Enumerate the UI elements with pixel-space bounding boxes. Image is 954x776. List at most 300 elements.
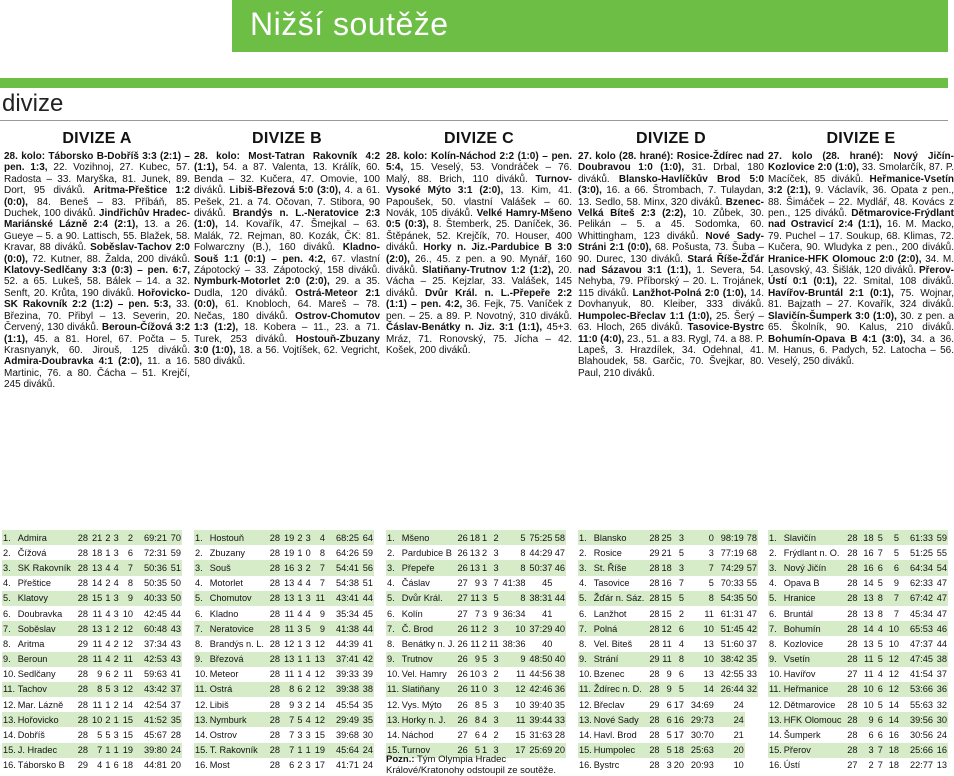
match-result: Soběslav-Tachov 2:0 (0:0),	[4, 242, 190, 265]
match-result: Turnov-Vysoké Mýto 3:1 (2:0),	[386, 173, 572, 197]
stat-cell: 5	[678, 547, 685, 558]
points-cell: 43	[170, 638, 181, 649]
stat-cell: 10	[89, 712, 103, 727]
stat-cell: 11	[89, 652, 103, 667]
score-cell: 44:29	[529, 547, 553, 558]
table-row	[194, 667, 374, 682]
stat-cell: 10	[884, 621, 900, 636]
rank-cell: 9.	[768, 652, 783, 667]
stat-cell: 5	[877, 578, 883, 589]
stat-cell: 3	[305, 760, 311, 771]
stat-cell: 16	[888, 730, 899, 741]
stat-cell: 7	[884, 591, 900, 606]
stat-cell: 5	[884, 530, 900, 545]
rank-cell: 5.	[578, 591, 593, 606]
stat-cell: 28	[267, 682, 281, 697]
table-row	[768, 682, 948, 697]
table-row	[2, 560, 182, 575]
points-cell: 46	[553, 560, 566, 575]
stat-cell: 12	[283, 638, 295, 649]
stat-cell: 26	[457, 743, 469, 758]
rank-cell: 13.	[2, 712, 17, 727]
stat-cell: 13	[89, 560, 103, 575]
score-cell: 98:19	[715, 530, 745, 545]
stat-cell: 25	[661, 530, 673, 545]
table-row	[578, 591, 758, 606]
rank-cell: 7.	[194, 621, 209, 636]
rank-cell: 2.	[579, 547, 587, 558]
stat-cell: 8	[875, 591, 884, 606]
match-details: 34. a 36. M. Hanus, 6. Padych, 52. Latocha – 56. Veselý, 250 diváků.	[768, 333, 954, 368]
team-name-cell: Chomutov	[209, 591, 267, 606]
stat-cell: 28	[269, 608, 280, 619]
stat-cell: 28	[847, 608, 858, 619]
stat-cell: 5	[469, 743, 481, 758]
score-cell: 74:29	[715, 560, 745, 575]
stat-cell: 28	[269, 699, 280, 710]
table-row	[2, 530, 182, 545]
score-cell: 59:63	[144, 669, 167, 680]
stat-cell: 9	[666, 669, 672, 680]
stat-cell: 28	[648, 743, 660, 758]
score-cell: 67:42	[900, 591, 934, 606]
stat-cell: 11	[284, 608, 295, 619]
rank-cell: 5.	[768, 591, 783, 606]
score-cell: 39:44	[527, 712, 554, 727]
match-details: 67. vlastní Zápotocký – 33. Zápotocký, 158 diváků.	[194, 253, 380, 277]
stat-cell: 1	[295, 743, 303, 758]
stat-cell: 12	[122, 638, 133, 649]
table-row	[768, 758, 948, 773]
stat-cell: 9	[893, 578, 899, 589]
stat-cell: 18	[91, 547, 103, 558]
table-row	[2, 652, 182, 667]
points-cell: 44	[360, 591, 374, 606]
rank-cell: 2.	[3, 547, 11, 558]
stat-cell: 1	[297, 669, 303, 680]
stat-cell: 8	[685, 591, 715, 606]
stat-cell: 14	[91, 578, 103, 589]
team-name-cell: Nymburk	[209, 712, 267, 727]
team-name-cell: Lanžhot	[593, 608, 627, 619]
stat-cell: 10	[685, 652, 715, 667]
stat-cell: 6	[289, 760, 295, 771]
score-cell: 20:93	[690, 760, 714, 771]
stat-cell: 7	[474, 608, 480, 619]
score-cell: 22:77	[910, 760, 933, 771]
stat-cell: 2	[103, 712, 111, 727]
stat-cell: 5	[481, 652, 488, 667]
points-cell: 40	[553, 652, 566, 667]
stat-cell: 4	[305, 578, 311, 589]
stat-cell: 9	[120, 591, 134, 606]
table-row	[194, 682, 374, 697]
stat-cell: 7	[893, 608, 899, 619]
stat-cell: 3	[111, 530, 119, 545]
score-cell: 50:37	[527, 560, 554, 575]
points-cell: 28	[170, 730, 181, 741]
stat-cell: 29	[77, 760, 88, 771]
stat-cell: 28	[75, 621, 89, 636]
points-cell: 50	[168, 591, 182, 606]
table-row	[194, 712, 374, 727]
stat-cell: 8	[469, 712, 481, 727]
stat-cell: 8	[319, 547, 325, 558]
stat-cell: 5	[666, 730, 672, 741]
stat-cell: 13	[281, 591, 295, 606]
points-cell: 70	[168, 530, 182, 545]
stat-cell: 13	[863, 608, 874, 619]
points-cell: 54	[934, 560, 948, 575]
points-cell: 16	[934, 743, 948, 758]
stat-cell: 2	[120, 530, 134, 545]
stat-cell: 7	[281, 743, 295, 758]
results-text	[4, 151, 190, 391]
rank-cell: 3.	[2, 560, 17, 575]
score-cell: 36:34	[502, 608, 526, 619]
team-name-cell: Soběslav	[17, 621, 75, 636]
stat-cell: 12	[312, 682, 326, 697]
stat-cell: 3	[493, 699, 499, 710]
stat-cell: 3	[111, 591, 119, 606]
team-name-cell: Ždírec n. D.	[593, 682, 649, 697]
rank-cell: 13.	[578, 712, 593, 727]
stat-cell: 5	[673, 682, 685, 697]
score-cell: 50:35	[144, 578, 167, 589]
match-result: Čáslav-Benátky n. Jiz. 3:1 (1:1),	[386, 322, 543, 334]
stat-cell: 9	[469, 652, 481, 667]
match-details: 18. a 56. Vojtíšek, 62. Vegricht, 580 diváků.	[194, 344, 380, 368]
match-details: 20. Vácha – 25. Kejzlar, 33. Valášek, 145 diváků.	[386, 265, 573, 299]
stat-cell: 4	[111, 560, 119, 575]
points-cell: 37	[168, 682, 182, 697]
table-row	[194, 743, 374, 758]
stat-cell: 2	[481, 621, 488, 636]
points-cell: 47	[746, 608, 757, 619]
table-row	[194, 652, 374, 667]
score-cell: 54:41	[326, 560, 360, 575]
stat-cell: 28	[842, 712, 858, 727]
table-row	[768, 621, 948, 636]
stat-cell: 13	[863, 638, 874, 649]
stat-cell: 11	[469, 621, 481, 636]
points-cell: 32	[745, 682, 758, 697]
stat-cell: 8	[877, 608, 883, 619]
stat-cell: 28	[269, 760, 280, 771]
table-row	[768, 697, 948, 712]
table-row	[194, 727, 374, 742]
stat-cell: 16	[673, 712, 685, 727]
rank-cell: 16.	[3, 760, 16, 771]
match-result: 28. kolo: Kolín-Náchod 2:2 (1:0) – pen. 5:4,	[386, 151, 572, 174]
rank-cell: 5.	[2, 591, 17, 606]
stat-cell: 26	[457, 638, 468, 649]
team-name-cell: Táborsko B	[17, 760, 65, 771]
points-cell: 59	[934, 530, 948, 545]
points-cell: 37	[170, 699, 181, 710]
rank-cell: 2.	[769, 547, 777, 558]
stat-cell: 0	[685, 530, 715, 545]
stat-cell: 2	[295, 530, 303, 545]
stat-cell: 28	[842, 621, 858, 636]
stat-cell: 3	[303, 591, 311, 606]
stat-cell: 28	[77, 699, 88, 710]
match-details: 45. a 81. Horel, 67. Počta – 5. Krasnyanyk, 60. Jirouš, 125 diváků.	[4, 333, 190, 356]
stat-cell: 14	[888, 699, 899, 710]
points-cell: 36	[934, 682, 948, 697]
rank-cell: 8.	[3, 638, 11, 649]
points-cell: 41	[170, 669, 181, 680]
stat-cell: 5	[303, 621, 311, 636]
rank-cell: 11.	[578, 682, 593, 697]
score-cell: 25:69	[527, 743, 554, 758]
table-row	[2, 697, 182, 712]
table-row	[768, 667, 948, 682]
stat-cell: 11	[312, 591, 326, 606]
rank-cell: 7.	[2, 621, 17, 636]
score-cell: 31:63	[529, 730, 553, 741]
stat-cell: 28	[75, 682, 89, 697]
stat-cell: 8	[520, 547, 526, 558]
rank-cell: 6.	[3, 608, 11, 619]
stat-cell: 3	[113, 608, 119, 619]
rank-cell: 10.	[579, 669, 592, 680]
stat-cell: 3	[488, 621, 500, 636]
stat-cell: 3	[488, 652, 500, 667]
stat-cell: 6	[875, 712, 884, 727]
stat-cell: 2	[305, 699, 311, 710]
stat-cell: 11	[489, 638, 499, 649]
column-title: DIVIZE C	[444, 130, 514, 147]
rank-cell: 14.	[387, 730, 400, 741]
rank-cell: 14.	[579, 730, 592, 741]
match-details: 34. M. Lasovský, 43. Šišlák, 120 diváků.	[768, 253, 954, 277]
team-name-cell: Přerov	[783, 743, 843, 758]
team-name-cell: Blansko	[593, 530, 649, 545]
stat-cell: 28	[648, 560, 660, 575]
standings-table-a	[2, 530, 182, 773]
footnote-text: Tým Olympia Hradec Králové/Kratonohy odstoupil ze soutěže.	[386, 754, 557, 776]
table-row	[194, 530, 374, 545]
stat-cell: 4	[875, 621, 884, 636]
footnote-label: Pozn.:	[386, 754, 415, 765]
score-cell: 45:34	[910, 608, 933, 619]
team-name-cell: Čáslav	[401, 578, 430, 589]
stat-cell: 26	[457, 682, 469, 697]
table-row	[578, 758, 758, 773]
rank-cell: 10.	[387, 669, 400, 680]
points-cell: 45	[542, 578, 553, 589]
match-result: Hostouň-Zbuzany 3:0 (1:0),	[194, 333, 380, 356]
stat-cell: 8	[500, 591, 527, 606]
match-details: 8. Štemberk, 25. Daníček, 36. Štěpánek, 52. Krejčík, 70. Houser, 400 diváků.	[386, 219, 572, 254]
stat-cell: 13	[283, 578, 295, 589]
rank-cell: 12.	[195, 699, 208, 710]
column-divize-a	[4, 130, 190, 391]
team-name-cell: Vys. Mýto	[401, 699, 442, 710]
stat-cell: 1	[295, 652, 303, 667]
rank-cell: 8.	[579, 638, 587, 649]
stat-cell: 28	[842, 743, 858, 758]
team-name-cell: Admira	[17, 530, 75, 545]
stat-cell: 2	[111, 621, 119, 636]
table-row	[386, 545, 566, 560]
rank-cell: 3.	[578, 560, 593, 575]
rank-cell: 9.	[578, 652, 593, 667]
table-row	[194, 621, 374, 636]
team-name-cell: Zbuzany	[209, 547, 246, 558]
stat-cell: 7	[120, 560, 134, 575]
stat-cell: 5	[708, 578, 714, 589]
stat-cell: 19	[120, 743, 134, 758]
rank-cell: 7.	[768, 621, 783, 636]
rank-cell: 12.	[579, 699, 592, 710]
points-cell: 38	[934, 652, 948, 667]
stat-cell: 4	[877, 669, 883, 680]
score-cell: 42:46	[527, 682, 554, 697]
team-name-cell: Bohumín	[783, 621, 843, 636]
match-result: 27. kolo (28. hrané): Nový Jičín-Kozlovice 2:0 (1:0),	[768, 151, 954, 174]
match-result: Libiš-Březová 5:0 (3:0),	[229, 185, 341, 197]
score-cell: 37:41	[326, 652, 360, 667]
stat-cell: 26	[457, 712, 469, 727]
rank-cell: 9.	[386, 652, 401, 667]
team-name-cell: Šumperk	[783, 730, 821, 741]
points-cell: 46	[934, 621, 948, 636]
table-row	[2, 621, 182, 636]
match-details: 29. a 35. Dudla, 120 diváků.	[194, 276, 381, 299]
team-name-cell: J. Hradec	[17, 743, 75, 758]
stat-cell: 13	[469, 560, 481, 575]
team-name-cell: Polná	[593, 621, 649, 636]
points-cell: 32	[936, 699, 947, 710]
rank-cell: 1.	[2, 530, 17, 545]
team-name-cell: Kolín	[401, 608, 423, 619]
match-result: 27. kolo (28. hrané): Rosice-Ždírec nad Doubravou 1:0 (1:0),	[578, 151, 764, 174]
points-cell: 24	[362, 760, 373, 771]
stat-cell: 6	[295, 682, 303, 697]
stat-cell: 28	[267, 743, 281, 758]
table-row	[194, 560, 374, 575]
stat-cell: 0	[305, 547, 311, 558]
table-row	[194, 697, 374, 712]
stat-cell: 12	[884, 682, 900, 697]
stat-cell: 19	[281, 530, 295, 545]
stat-cell: 4	[305, 669, 311, 680]
match-details: 36. Fejk, 75. Vaníček z pen. – 25. a 89. P. Novotný, 310 diváků.	[386, 299, 572, 322]
rank-cell: 10.	[769, 669, 782, 680]
match-details: 68. Pošusta, 73. Šuba – 90. Durec, 130 diváků.	[578, 242, 764, 265]
match-details: 1. Severa, 54. Nehyba, 79. Příborský – 20. L. Trojánek, 115 diváků.	[578, 265, 765, 299]
rank-cell: 6.	[769, 608, 777, 619]
score-cell: 48:50	[527, 652, 554, 667]
table-row	[768, 712, 948, 727]
stat-cell: 7	[312, 560, 326, 575]
stat-cell: 28	[75, 530, 89, 545]
table-row	[2, 682, 182, 697]
table-row	[386, 621, 566, 636]
stat-cell: 3	[481, 591, 488, 606]
team-name-cell: Tachov	[17, 682, 75, 697]
score-cell: 29:73	[685, 712, 715, 727]
match-details: 33. Březina, 70. Přibyl – 13. Severin, 20. Červený, 130 diváků.	[4, 299, 190, 334]
table-row	[386, 667, 566, 682]
match-result: Humpolec-Břeclav 1:1 (1:0),	[578, 310, 713, 322]
score-cell: 43:42	[134, 682, 168, 697]
stat-cell: 2	[481, 547, 488, 558]
score-cell: 61:33	[900, 530, 934, 545]
table-row	[194, 545, 374, 560]
stat-cell: 28	[847, 730, 858, 741]
footnote	[386, 755, 570, 776]
stat-cell: 9	[289, 699, 295, 710]
rank-cell: 12.	[387, 699, 400, 710]
table-row	[578, 652, 758, 667]
table-row	[2, 591, 182, 606]
points-cell: 35	[362, 699, 373, 710]
stat-cell: 3	[488, 682, 500, 697]
rank-cell: 7.	[578, 621, 593, 636]
stat-cell: 15	[122, 730, 133, 741]
score-cell: 38:36	[502, 638, 526, 649]
stat-cell: 28	[75, 743, 89, 758]
stat-cell: 3	[295, 560, 303, 575]
team-name-cell: Dvůr Král.	[401, 591, 457, 606]
score-cell: 44:81	[144, 760, 167, 771]
match-details: 14. Kovařík, 47. Šmejkal – 63. Malák, 72. Rejman, 80. Kozák, ČK: 81. Folwarczny (B.), 160 diváků.	[194, 219, 380, 254]
score-cell: 77:19	[720, 547, 744, 558]
team-name-cell: Břeclav	[593, 699, 625, 710]
stat-cell: 5	[877, 638, 883, 649]
rank-cell: 3.	[386, 560, 401, 575]
stat-cell: 4	[297, 578, 303, 589]
stat-cell: 12	[661, 621, 673, 636]
stat-cell: 29	[648, 652, 660, 667]
stat-cell: 9	[661, 682, 673, 697]
rank-cell: 11.	[2, 682, 17, 697]
stat-cell: 12	[120, 682, 134, 697]
stat-cell: 28	[269, 547, 280, 558]
rank-cell: 8.	[195, 638, 203, 649]
stat-cell: 2	[113, 699, 119, 710]
points-cell: 44	[936, 638, 947, 649]
points-cell: 10	[733, 760, 744, 771]
score-cell: 30:70	[690, 730, 714, 741]
table-row	[768, 530, 948, 545]
stat-cell: 3	[488, 712, 500, 727]
score-cell: 40:33	[134, 591, 168, 606]
stat-cell: 8	[281, 682, 295, 697]
stat-cell: 29	[649, 699, 660, 710]
table-row	[2, 758, 182, 773]
match-result: Aritma-Přeštice 1:2 (0:0),	[4, 185, 191, 208]
team-name-cell: Dětmarovice	[783, 699, 836, 710]
stat-cell: 10	[685, 621, 715, 636]
stat-cell: 28	[267, 530, 281, 545]
rank-cell: 7.	[386, 621, 401, 636]
rank-cell: 14.	[3, 730, 16, 741]
team-name-cell: Žďár n. Sáz.	[593, 591, 649, 606]
stat-cell: 17	[673, 699, 685, 710]
standings-table-e	[768, 530, 948, 773]
stat-cell: 15	[89, 591, 103, 606]
table-row	[386, 576, 566, 591]
team-name-cell: Strání	[593, 652, 649, 667]
stat-cell: 28	[649, 578, 660, 589]
score-cell: 65:53	[900, 621, 934, 636]
rank-cell: 6.	[579, 608, 587, 619]
column-divize-e	[768, 130, 954, 368]
